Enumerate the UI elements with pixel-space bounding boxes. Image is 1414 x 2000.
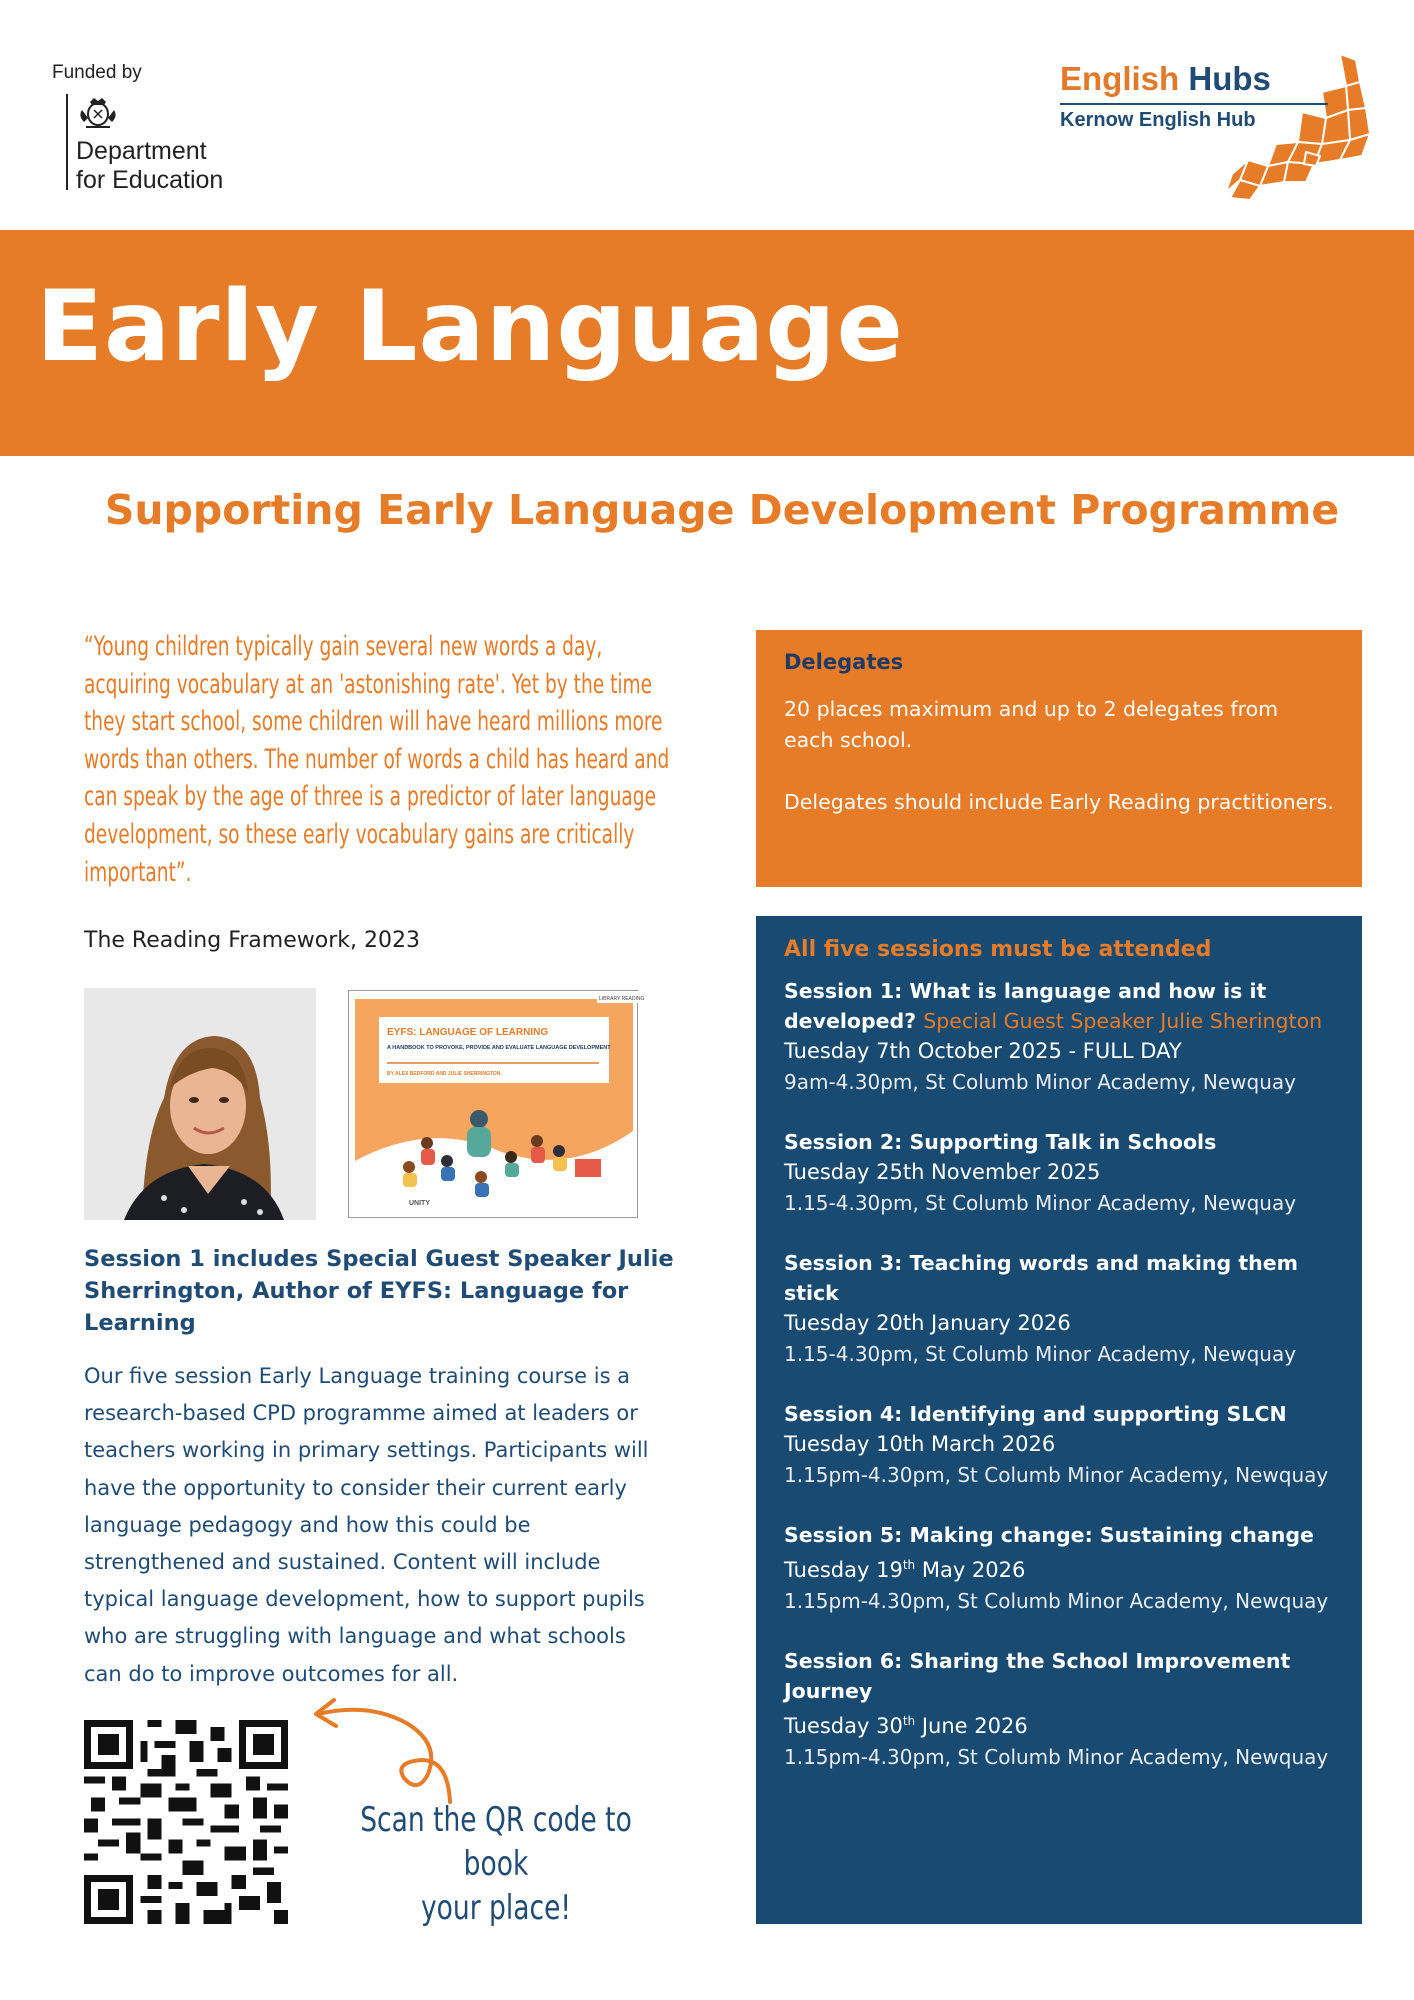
delegates-title: Delegates (784, 650, 904, 674)
hub-subtitle: Kernow English Hub (1060, 109, 1256, 131)
book-cover (348, 990, 645, 1218)
scan-line2: your place! (420, 1888, 572, 1928)
programme-subtitle: Supporting Early Language Development Programme (104, 486, 1340, 534)
hub-divider (1060, 103, 1328, 105)
quote-text: “Young children typically gain several new words a day, acquiring vocabulary at an 'astonishing rate'. Yet by the time they start school, some children will have heard millions more words than others. The number of words a child has heard and can speak by the age of three is a predictor of later language development, so these early vocabulary gains are critically important”. (84, 631, 670, 888)
session-date-suffix: th (902, 1558, 916, 1572)
session-date: Tuesday 25th November 2025 (784, 1160, 1101, 1184)
session-date-day: Tuesday 30 (784, 1714, 903, 1738)
session-info: 1.15-4.30pm, St Columb Minor Academy, Newquay (784, 1342, 1297, 1366)
session-date-suffix: th (902, 1714, 916, 1728)
delegates-panel (756, 630, 1362, 887)
session-date-day: Tuesday 19 (784, 1558, 903, 1582)
hub-title-hubs: Hubs (1188, 60, 1271, 97)
hub-title-english: English (1060, 60, 1180, 97)
session-date-rest: June 2026 (915, 1714, 1028, 1738)
session-info: 1.15pm-4.30pm, St Columb Minor Academy, Newquay (784, 1463, 1329, 1487)
book-publisher: UNITY (409, 1200, 430, 1207)
book-badge: LIBRARY READING (599, 996, 645, 1002)
delegates-requirement: Delegates should include Early Reading practitioners. (784, 790, 1334, 814)
session-title: Session 3: Teaching words and making them stick (784, 1251, 1298, 1305)
page-title: Early Language (36, 270, 905, 384)
quote-source: The Reading Framework, 2023 (84, 928, 420, 953)
dfe-logo (52, 62, 252, 192)
session-title: Session 2: Supporting Talk in Schools (784, 1130, 1217, 1154)
session-date: Tuesday 20th January 2026 (784, 1311, 1071, 1335)
speaker-portrait-icon (84, 988, 316, 1220)
session-date (784, 1706, 1334, 1742)
session-item (784, 976, 1334, 1097)
session-title: Session 5: Making change: Sustaining change (784, 1523, 1314, 1547)
session-title-text: Session 1: What is language and how is it developed? (784, 979, 1267, 1033)
book-cover-illustration (349, 991, 645, 1219)
session-item (784, 1520, 1334, 1616)
session-info: 1.15pm-4.30pm, St Columb Minor Academy, Newquay (784, 1589, 1329, 1613)
book-title: EYFS: LANGUAGE OF LEARNING (387, 1027, 549, 1038)
dfe-lockup (66, 94, 224, 194)
book-subtitle: A HANDBOOK TO PROVOKE, PROVIDE AND EVALUATE LANGUAGE DEVELOPMENT (387, 1045, 611, 1051)
scan-instructions (356, 1798, 637, 1930)
funded-by-label: Funded by (52, 62, 142, 83)
qr-code-icon[interactable] (84, 1720, 288, 1924)
session-item (784, 1248, 1334, 1369)
department-line1: Department (76, 137, 207, 165)
sessions-heading: All five sessions must be attended (784, 937, 1212, 962)
delegates-places: 20 places maximum and up to 2 delegates from each school. (784, 697, 1279, 752)
session-title (784, 976, 1334, 1036)
book-authors: BY ALEX BEDFORD AND JULIE SHERRINGTON (387, 1071, 501, 1077)
crest-icon (76, 94, 120, 132)
guest-speaker-promo: Session 1 includes Special Guest Speaker Julie Sherrington, Author of EYFS: Language for Learning (84, 1246, 674, 1336)
session-item (784, 1646, 1334, 1772)
session-date: Tuesday 10th March 2026 (784, 1432, 1056, 1456)
session-date: Tuesday 7th October 2025 - FULL DAY (784, 1039, 1182, 1063)
session-item (784, 1127, 1334, 1218)
session-info: 9am-4.30pm, St Columb Minor Academy, Newquay (784, 1070, 1296, 1094)
title-banner (0, 230, 1414, 456)
scan-line1: Scan the QR code to book (360, 1800, 632, 1884)
session-info: 1.15pm-4.30pm, St Columb Minor Academy, Newquay (784, 1745, 1329, 1769)
english-hubs-logo (1040, 52, 1380, 202)
department-line2: for Education (76, 166, 224, 194)
session-guest: Special Guest Speaker Julie Sherington (923, 1009, 1323, 1033)
hub-title (1060, 60, 1271, 98)
session-date (784, 1550, 1334, 1586)
sessions-panel (756, 916, 1362, 1924)
session-title: Session 6: Sharing the School Improvement Journey (784, 1649, 1291, 1703)
speaker-photo (84, 988, 316, 1220)
session-item (784, 1399, 1334, 1490)
session-info: 1.15-4.30pm, St Columb Minor Academy, Newquay (784, 1191, 1297, 1215)
session-title: Session 4: Identifying and supporting SLCN (784, 1402, 1287, 1426)
course-description: Our five session Early Language training course is a research-based CPD programme aimed at leaders or teachers working in primary settings. Participants will have the opportunity to consider their current early language pedagogy and how this could be strengthened and sustained. Content will include typical language development, how to support pupils who are struggling with language and what schools can do to improve outcomes for all. (84, 1364, 649, 1686)
session-date-rest: May 2026 (915, 1558, 1026, 1582)
